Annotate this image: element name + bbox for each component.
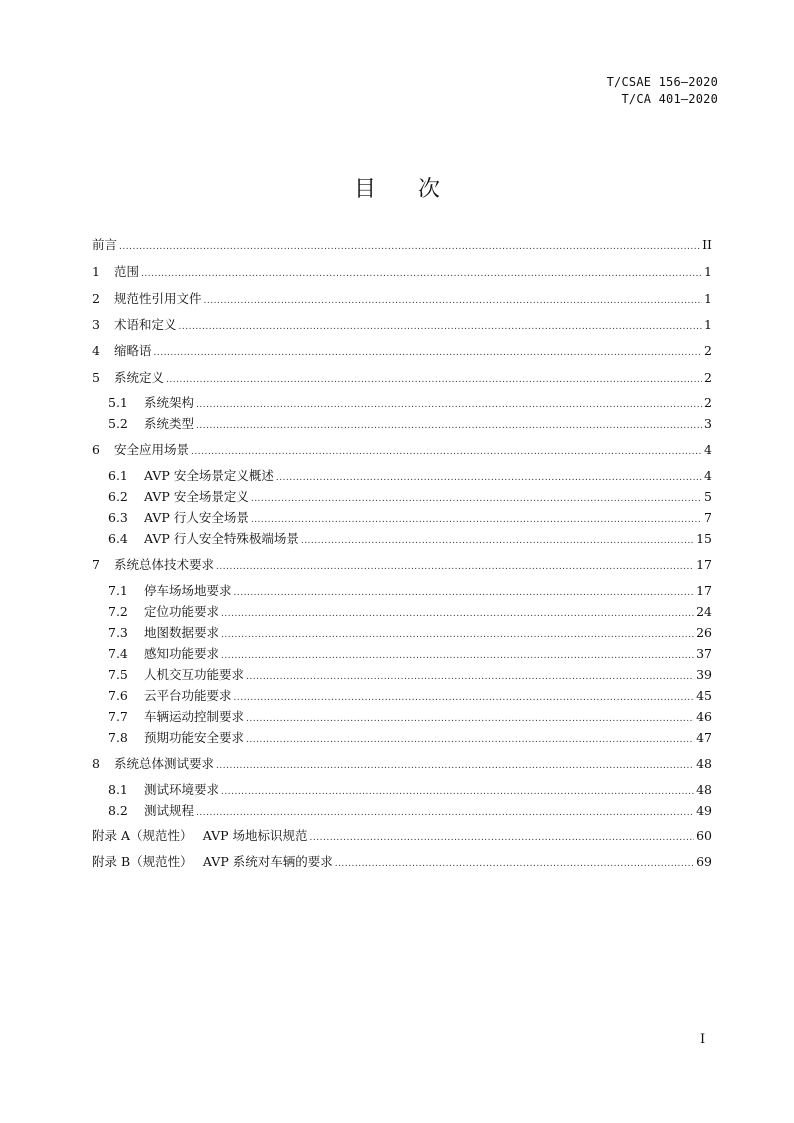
toc-leader (301, 532, 694, 550)
toc-leader (196, 396, 702, 414)
toc-entry-label: 测试规程 (144, 803, 195, 818)
toc-entry-page: 5 (704, 489, 712, 504)
toc-entry-label: 人机交互功能要求 (144, 667, 245, 682)
toc-entry-page: 17 (696, 583, 712, 598)
toc-entry-label: 车辆运动控制要求 (144, 709, 245, 724)
toc-entry-label: 前言 (92, 237, 118, 252)
toc-leader (191, 443, 702, 461)
toc-leader (141, 265, 702, 283)
toc-leader (196, 417, 702, 435)
toc-leader (221, 647, 694, 665)
toc-entry-8-1[interactable] (108, 781, 712, 799)
toc-entry-page: 47 (696, 730, 712, 745)
toc-entry-number: 7.3 (108, 625, 128, 640)
toc-entry-number: 7 (92, 557, 100, 572)
toc-entry-page: 4 (704, 468, 712, 483)
toc-entry-label: 测试环境要求 (144, 782, 220, 797)
toc-entry-8-2[interactable] (108, 802, 712, 820)
toc-entry-number: 7.8 (108, 730, 128, 745)
toc-entry-foreword[interactable] (92, 236, 712, 254)
page-number: I (700, 1032, 706, 1047)
toc-entry-number: 6 (92, 442, 100, 457)
toc-entry-label: 系统定义 (114, 370, 165, 385)
toc-leader (234, 584, 695, 602)
toc-entry-label: 安全应用场景 (114, 442, 190, 457)
toc-entry-appendix-a[interactable] (92, 827, 712, 845)
toc-entry-6-1[interactable] (108, 467, 712, 485)
toc-entry-label: 附录 B（规范性） AVP 系统对车辆的要求 (92, 854, 333, 869)
toc-entry-label: 系统类型 (144, 416, 195, 431)
toc-entry-7-2[interactable] (108, 603, 712, 621)
toc-leader (335, 855, 694, 873)
toc-leader (221, 783, 694, 801)
toc-entry-page: 60 (696, 828, 712, 843)
toc-entry-number: 7.5 (108, 667, 128, 682)
standard-codes (607, 74, 718, 108)
toc-entry-6-2[interactable] (108, 488, 712, 506)
toc-entry-number: 6.3 (108, 510, 128, 525)
toc-leader (221, 605, 694, 623)
toc-leader (119, 238, 700, 256)
toc-entry-number: 8.1 (108, 782, 128, 797)
toc-entry-page: 17 (696, 557, 712, 572)
toc-entry-label: 系统架构 (144, 395, 195, 410)
toc-entry-number: 8 (92, 756, 100, 771)
toc-entry-page: 24 (696, 604, 712, 619)
toc-entry-4[interactable] (92, 342, 712, 360)
toc-entry-8[interactable] (92, 755, 712, 773)
toc-entry-page: 3 (704, 416, 712, 431)
toc-entry-page: 26 (696, 625, 712, 640)
toc-entry-7-5[interactable] (108, 666, 712, 684)
toc-entry-page: 1 (704, 317, 712, 332)
toc-entry-page: 15 (696, 531, 712, 546)
toc-entry-label: 云平台功能要求 (144, 688, 232, 703)
toc-leader (246, 668, 694, 686)
toc-leader (154, 344, 703, 362)
toc-entry-label: AVP 行人安全特殊极端场景 (144, 531, 299, 546)
toc-entry-label: 系统总体技术要求 (114, 557, 215, 572)
toc-entry-page: 48 (696, 782, 712, 797)
toc-entry-number: 5.1 (108, 395, 128, 410)
toc-entry-appendix-b[interactable] (92, 853, 712, 871)
toc-entry-label: 地图数据要求 (144, 625, 220, 640)
toc-entry-label: 停车场场地要求 (144, 583, 232, 598)
toc-entry-number: 1 (92, 264, 100, 279)
toc-entry-7-3[interactable] (108, 624, 712, 642)
toc-entry-number: 5.2 (108, 416, 128, 431)
toc-entry-page: 7 (704, 510, 712, 525)
toc-entry-number: 2 (92, 291, 100, 306)
toc-leader (246, 731, 694, 749)
toc-entry-2[interactable] (92, 290, 712, 308)
toc-entry-7-8[interactable] (108, 729, 712, 747)
toc-leader (196, 804, 694, 822)
title-char-2: 次 (418, 177, 441, 202)
toc-entry-label: 附录 A（规范性） AVP 场地标识规范 (92, 828, 308, 843)
toc-entry-label: 预期功能安全要求 (144, 730, 245, 745)
toc-entry-number: 7.1 (108, 583, 128, 598)
toc-entry-number: 4 (92, 343, 100, 358)
toc-entry-label: AVP 安全场景定义概述 (144, 468, 274, 483)
toc-entry-7-1[interactable] (108, 582, 712, 600)
toc-leader (310, 829, 695, 847)
toc-entry-label: 定位功能要求 (144, 604, 220, 619)
toc-leader (234, 689, 695, 707)
toc-entry-label: 范围 (114, 264, 140, 279)
toc-leader (221, 626, 694, 644)
toc-leader (179, 318, 703, 336)
toc-entry-7-4[interactable] (108, 645, 712, 663)
toc-entry-6-3[interactable] (108, 509, 712, 527)
page-title (0, 172, 794, 203)
toc-entry-page: 49 (696, 803, 712, 818)
toc-entry-number: 6.1 (108, 468, 128, 483)
toc-entry-page: 45 (696, 688, 712, 703)
toc-entry-7[interactable] (92, 556, 712, 574)
toc-entry-page: 46 (696, 709, 712, 724)
toc-entry-7-6[interactable] (108, 687, 712, 705)
toc-entry-label: AVP 行人安全场景 (144, 510, 249, 525)
toc-leader (216, 757, 694, 775)
toc-entry-6[interactable] (92, 441, 712, 459)
toc-entry-number: 7.7 (108, 709, 128, 724)
toc-leader (246, 710, 694, 728)
toc-entry-label: 感知功能要求 (144, 646, 220, 661)
toc-entry-number: 7.2 (108, 604, 128, 619)
toc-entry-page: 2 (704, 343, 712, 358)
toc-entry-label: AVP 安全场景定义 (144, 489, 249, 504)
toc-entry-5[interactable] (92, 369, 712, 387)
toc-entry-5-1[interactable] (108, 394, 712, 412)
standard-code-ca: T/CA 401—2020 (621, 92, 718, 106)
toc-entry-number: 8.2 (108, 803, 128, 818)
toc-entry-page: II (702, 237, 712, 252)
toc-entry-page: 48 (696, 756, 712, 771)
toc-entry-number: 6.2 (108, 489, 128, 504)
toc-entry-3[interactable] (92, 316, 712, 334)
toc-entry-page: 37 (696, 646, 712, 661)
toc-entry-7-7[interactable] (108, 708, 712, 726)
toc-entry-page: 2 (704, 395, 712, 410)
toc-entry-number: 7.6 (108, 688, 128, 703)
toc-entry-page: 2 (704, 370, 712, 385)
toc-leader (216, 558, 694, 576)
toc-leader (276, 469, 702, 487)
toc-entry-number: 7.4 (108, 646, 128, 661)
toc-entry-page: 39 (696, 667, 712, 682)
toc-leader (251, 490, 702, 508)
toc-entry-number: 6.4 (108, 531, 128, 546)
toc-entry-6-4[interactable] (108, 530, 712, 548)
toc-entry-1[interactable] (92, 263, 712, 281)
toc-entry-number: 3 (92, 317, 100, 332)
toc-entry-label: 规范性引用文件 (114, 291, 202, 306)
toc-entry-page: 1 (704, 264, 712, 279)
toc-entry-5-2[interactable] (108, 415, 712, 433)
toc-entry-page: 4 (704, 442, 712, 457)
standard-code-csae: T/CSAE 156—2020 (606, 75, 718, 89)
toc-leader (204, 292, 703, 310)
toc-entry-number: 5 (92, 370, 100, 385)
toc-entry-page: 69 (696, 854, 712, 869)
title-char-1: 目 (353, 177, 376, 202)
toc-entry-page: 1 (704, 291, 712, 306)
toc-entry-label: 术语和定义 (114, 317, 177, 332)
toc-entry-label: 缩略语 (114, 343, 152, 358)
toc-entry-label: 系统总体测试要求 (114, 756, 215, 771)
toc-leader (251, 511, 702, 529)
toc-leader (166, 371, 702, 389)
